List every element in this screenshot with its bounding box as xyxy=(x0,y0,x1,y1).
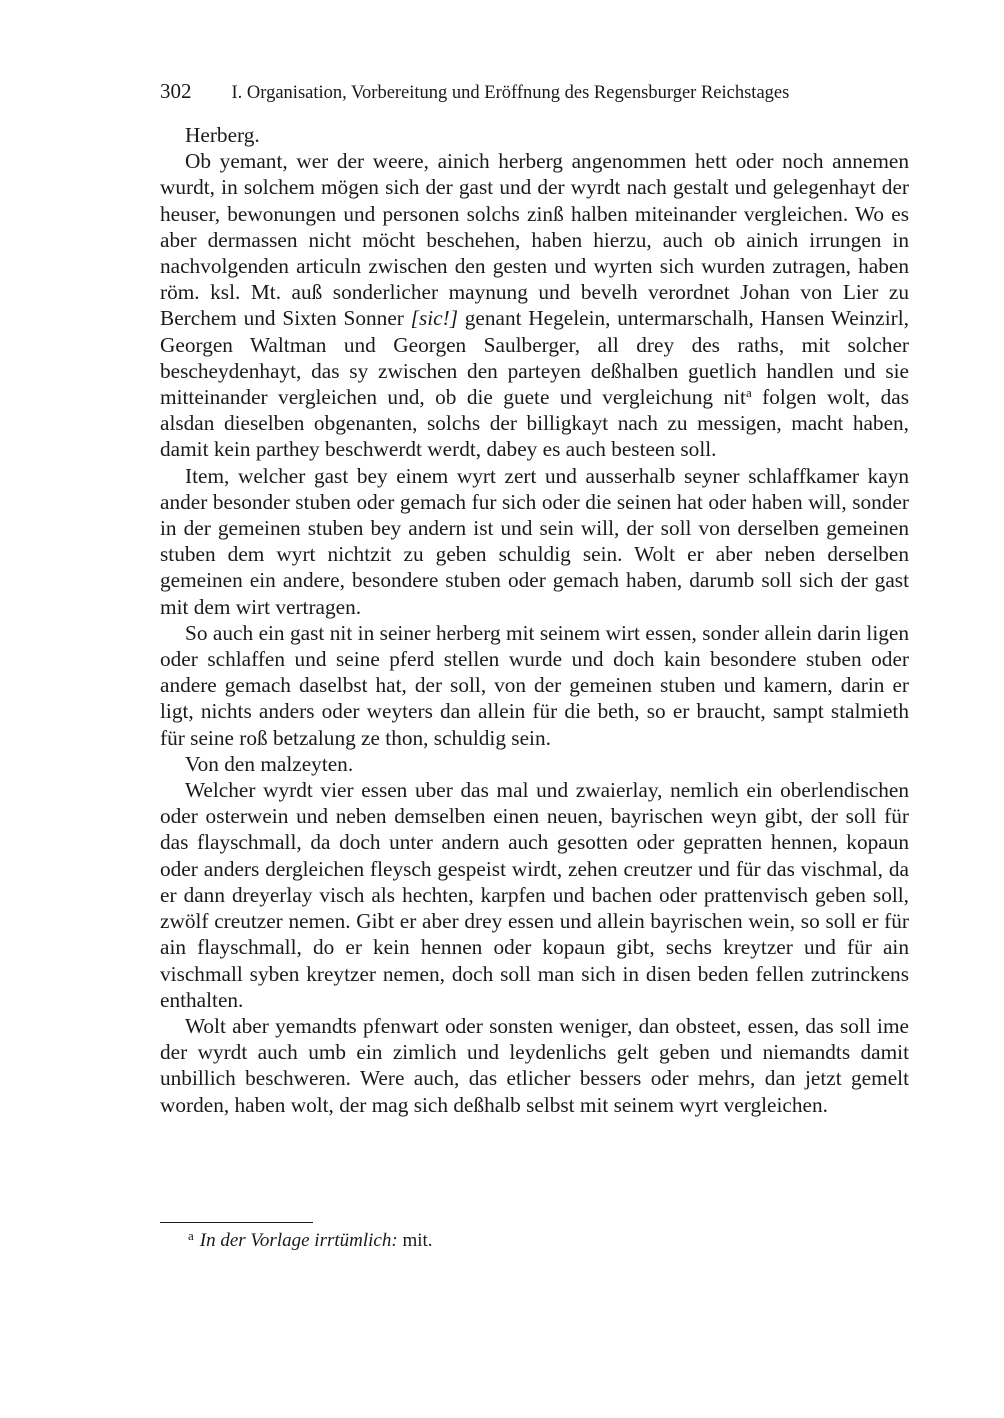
sic-note: [sic!] xyxy=(410,306,458,331)
footnote xyxy=(188,1229,908,1253)
section-heading-herberg: Herberg. xyxy=(185,123,260,147)
footnote-italic-text: In der Vorlage irrtümlich: xyxy=(199,1230,398,1251)
section-heading-malzeyten: Von den malzeyten. xyxy=(185,751,354,776)
text-run: folgen wolt, das alsdan dieselben obgenanten, solchs der billigkayt nach zu messigen, macht haben, damit kein parthey beschwerdt werdt, dabey es auch besteen soll. xyxy=(160,385,909,462)
footnote-text: mit. xyxy=(397,1230,433,1251)
page-number: 302 xyxy=(160,79,192,103)
text-run: Ob yemant, wer der weere, ainich herberg angenommen hett oder noch annemen wurdt, in solchem mögen sich der gast und der wyrdt nach gestalt und gelegenhayt der heuser, bewonungen und personen solchs zinß halben miteinander vergleichen. Wo es aber dermassen nicht möcht beschehen, haben hierzu, auch ob ainich irrungen in nachvolgenden articuln zwischen den gesten und wyrten sich wurden zutragen, haben röm. ksl. Mt. auß sonderlicher maynung und bevelh verordnet Johan von Lier zu Berchem und Sixten Sonner xyxy=(160,149,909,331)
main-text xyxy=(160,122,909,1118)
paragraph: Wolt aber yemandts pfenwart oder sonsten weniger, dan obsteet, essen, das soll ime der wyrdt auch umb ein zimlich und leydenlichs gelt geben und niemandts damit unbillich beschweren. Were auch, das etlicher bessers oder mehrs, dan jetzt gemelt worden, haben wolt, der mag sich deßhalb selbst mit seinem wyrt vergleichen. xyxy=(160,1013,909,1117)
footnote-label: a xyxy=(188,1228,194,1243)
running-header xyxy=(160,78,920,106)
paragraph xyxy=(160,148,909,462)
running-title: I. Organisation, Vorbereitung und Eröffnung des Regensburger Reichstages xyxy=(231,83,790,103)
text-run: genant Hegelein, untermarschalh, Hansen Weinzirl, Georgen Waltman und Georgen Saulberger, all drey des raths, mit solcher bescheydenhayt, das sy zwischen den parteyen deßhalben guetlich handlen und sie mitteinander vergleichen und, ob die guete und vergleichung nit xyxy=(160,306,909,410)
paragraph: So auch ein gast nit in seiner herberg mit seinem wirt essen, sonder allein darin ligen oder schlaffen und seine pferd stellen wurde und doch kain besondere stuben oder andere gemach daselbst hat, der soll, von der gemeinen stuben und kamern, darin er ligt, nichts anders oder weyters dan allein für die beth, so er braucht, sampt stalmieth für seine roß betzalung ze thon, schuldig sein. xyxy=(160,620,909,750)
paragraph: Item, welcher gast bey einem wyrt zert und ausserhalb seyner schlaffkamer kayn ander besonder stuben oder gemach fur sich oder die seinen hat oder haben will, sonder in der gemeinen stuben bey andern ist und sein will, der soll von derselben gemeinen stuben dem wyrt nichtzit zu geben schuldig sein. Wolt er aber neben derselben gemeinen ein andere, besondere stuben oder gemach haben, darumb soll sich der gast mit dem wirt vertragen. xyxy=(160,463,909,619)
footnote-divider xyxy=(160,1222,313,1223)
paragraph: Welcher wyrdt vier essen uber das mal und zwaierlay, nemlich ein oberlendischen oder osterwein und neben demselben einen neuen, bayrischen weyn gibt, der soll für das flayschmall, da doch unter andern auch gesotten oder gepratten hennen, kopaun oder anders dergleichen fleysch gespeist wirdt, zehen creutzer und für das vischmal, da er dann dreyerlay visch als hechten, karpfen und bachen oder prattenvisch geben soll, zwölf creutzer nemen. Gibt er aber drey essen und allein bayrischen wein, so soll er für ain flayschmall, do er kein hennen oder kopaun gibt, sechs kreytzer und für ain vischmall syben kreytzer nemen, doch soll man sich in disen beden fellen zutrinckens enthalten. xyxy=(160,778,909,1012)
footnote-marker: a xyxy=(745,385,752,401)
